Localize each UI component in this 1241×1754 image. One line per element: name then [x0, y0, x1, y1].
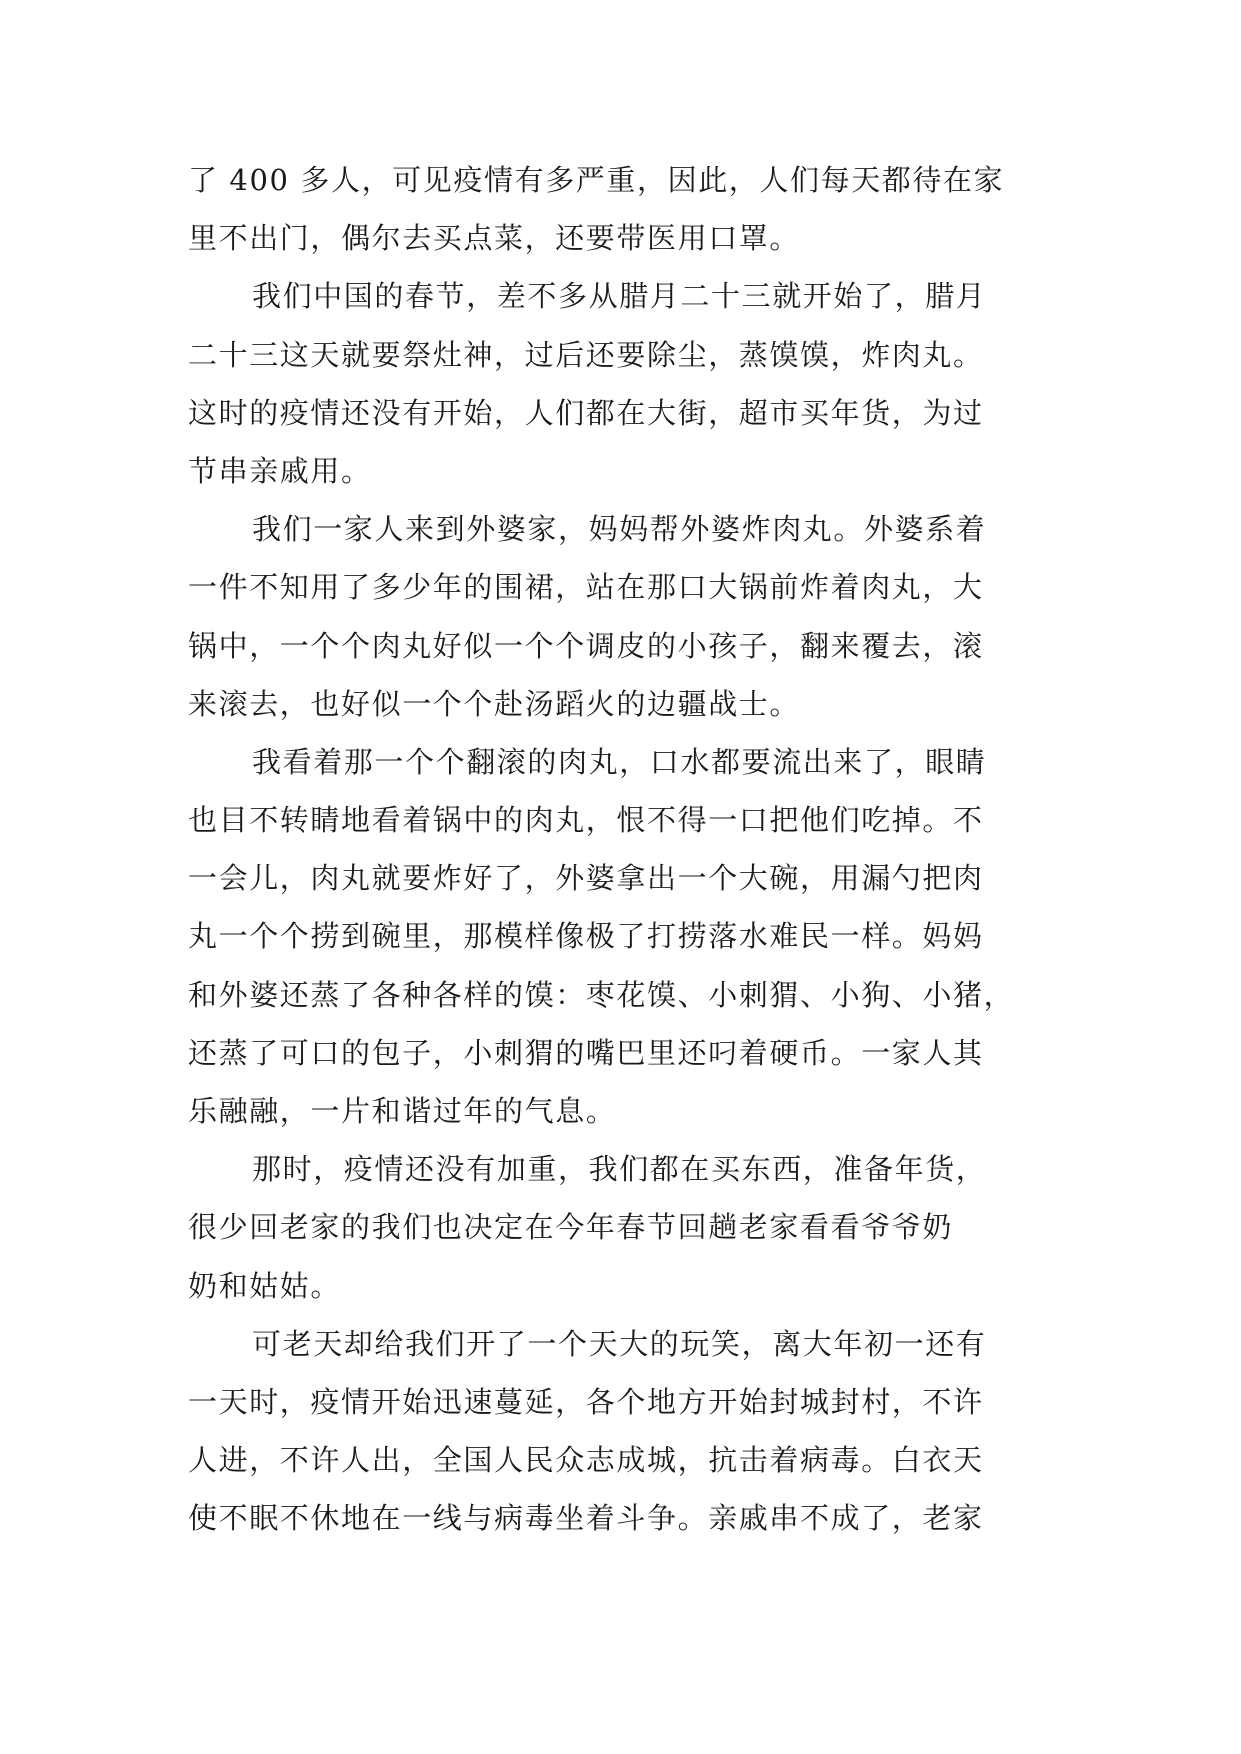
text-line: 丸一个个捞到碗里，那模样像极了打捞落水难民一样。妈妈 — [188, 919, 984, 954]
text-line: 很少回老家的我们也决定在今年春节回趟老家看看爷爷奶 — [188, 1210, 954, 1245]
paragraph-start-line: 我们一家人来到外婆家，妈妈帮外婆炸肉丸。外婆系着 — [252, 512, 987, 547]
text-line: 二十三这天就要祭灶神，过后还要除尘，蒸馍馍，炸肉丸。 — [188, 337, 984, 372]
paragraph-start-line: 那时，疫情还没有加重，我们都在买东西，准备年货， — [252, 1152, 987, 1187]
text-line: 也目不转睛地看着锅中的肉丸，恨不得一口把他们吃掉。不 — [188, 803, 984, 838]
text-line: 和外婆还蒸了各种各样的馍：枣花馍、小刺猬、小狗、小猪， — [188, 977, 1015, 1012]
text-line: 来滚去，也好似一个个赴汤蹈火的边疆战士。 — [188, 686, 801, 721]
text-line: 一件不知用了多少年的围裙，站在那口大锅前炸着肉丸，大 — [188, 570, 984, 605]
text-line: 人进，不许人出，全国人民众志成城，抗击着病毒。白衣天 — [188, 1443, 984, 1478]
article-body — [188, 151, 1068, 1548]
text-line: 了 400 多人，可见疫情有多严重，因此，人们每天都待在家 — [188, 163, 1005, 197]
text-line: 里不出门，偶尔去买点菜，还要带医用口罩。 — [188, 221, 801, 256]
text-line: 锅中，一个个肉丸好似一个个调皮的小孩子，翻来覆去，滚 — [188, 628, 984, 663]
text-line: 一天时，疫情开始迅速蔓延，各个地方开始封城封村，不许 — [188, 1384, 984, 1419]
text-line: 乐融融，一片和谐过年的气息。 — [188, 1094, 617, 1128]
paragraph-start-line: 可老天却给我们开了一个天大的玩笑，离大年初一还有 — [252, 1326, 987, 1361]
text-line: 节串亲戚用。 — [188, 453, 372, 488]
paragraph-start-line: 我看着那一个个翻滚的肉丸，口水都要流出来了，眼睛 — [252, 744, 987, 779]
text-line: 一会儿，肉丸就要炸好了，外婆拿出一个大碗，用漏勺把肉 — [188, 861, 984, 896]
text-line: 奶和姑姑。 — [188, 1268, 342, 1303]
text-line: 这时的疫情还没有开始，人们都在大街，超市买年货，为过 — [188, 395, 984, 430]
text-line: 还蒸了可口的包子，小刺猬的嘴巴里还叼着硬币。一家人其 — [188, 1035, 984, 1070]
text-line: 使不眠不休地在一线与病毒坐着斗争。亲戚串不成了，老家 — [188, 1501, 984, 1536]
paragraph-start-line: 我们中国的春节，差不多从腊月二十三就开始了，腊月 — [252, 279, 987, 314]
